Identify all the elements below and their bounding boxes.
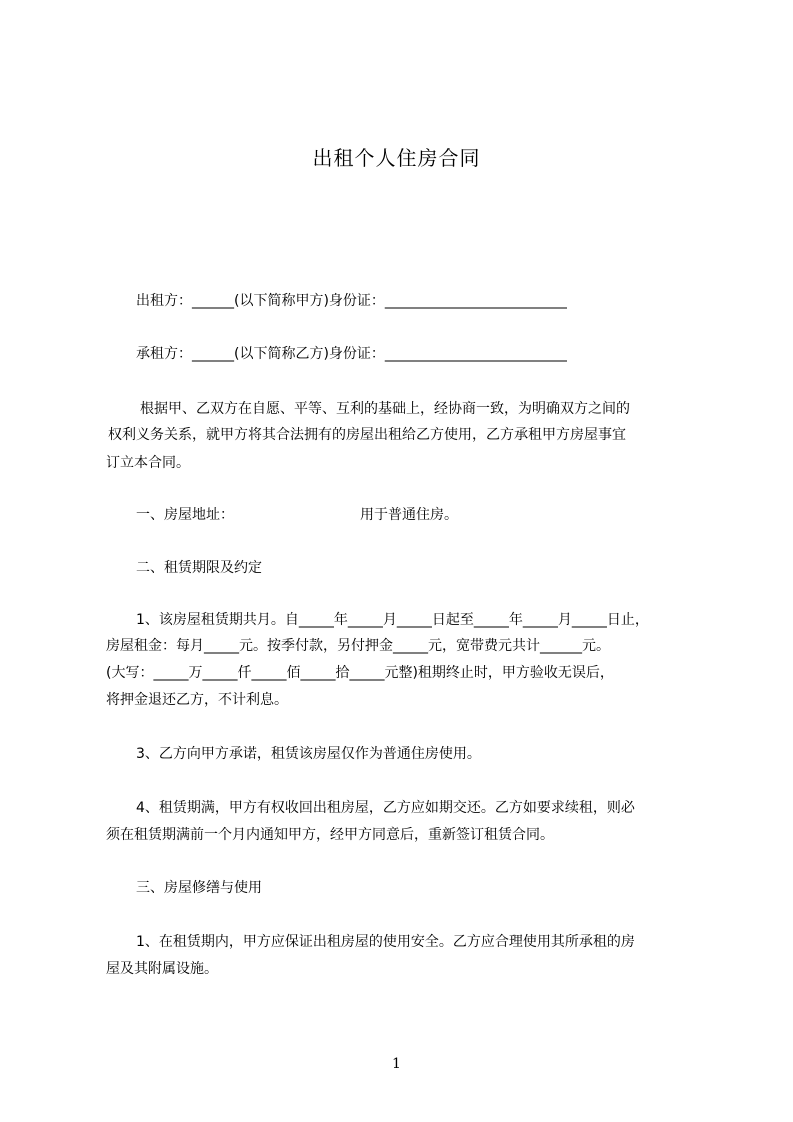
lessor-line: 出租方：______(以下简称甲方)身份证：__________________________ [136, 293, 567, 309]
clause2-1-line-2: 房屋租金：每月_____元。按季付款，另付押金_____元，宽带费元共计______元。 [106, 638, 610, 654]
section1-text: 用于普通住房。 [360, 507, 458, 523]
clause2-1-line-1: 1、该房屋租赁期共月。自_____年_____月_____日起至_____年_____月_____日止， [136, 612, 649, 628]
clause2-1-line-3: (大写：_____万_____仟_____佰_____拾_____元整)租期终止时，甲方验收无误后， [106, 665, 614, 681]
preamble-line-3: 订立本合同。 [106, 455, 190, 471]
section3-heading: 三、房屋修缮与使用 [136, 880, 262, 896]
preamble-line-1: 根据甲、乙双方在自愿、平等、互利的基础上，经协商一致，为明确双方之间的 [140, 401, 630, 417]
clause2-4-line-1: 4、租赁期满，甲方有权收回出租房屋，乙方应如期交还。乙方如要求续租，则必 [136, 800, 635, 816]
clause3-1-line-1: 1、在租赁期内，甲方应保证出租房屋的使用安全。乙方应合理使用其所承租的房 [136, 934, 635, 950]
lessee-line: 承租方：______(以下简称乙方)身份证：__________________________ [136, 346, 567, 362]
section2-heading: 二、租赁期限及约定 [136, 560, 262, 576]
section1-label: 一、房屋地址： [136, 507, 234, 523]
clause3-1-line-2: 屋及其附属设施。 [106, 961, 218, 977]
clause2-1-line-4: 将押金退还乙方，不计利息。 [106, 692, 288, 708]
clause2-3: 3、乙方向甲方承诺，租赁该房屋仅作为普通住房使用。 [136, 746, 481, 762]
page-number: 1 [392, 1056, 401, 1072]
clause2-4-line-2: 须在租赁期满前一个月内通知甲方，经甲方同意后，重新签订租赁合同。 [106, 827, 554, 843]
preamble-line-2: 权利义务关系，就甲方将其合法拥有的房屋出租给乙方使用，乙方承租甲方房屋事宜 [108, 427, 626, 443]
contract-title: 出租个人住房合同 [312, 146, 481, 170]
